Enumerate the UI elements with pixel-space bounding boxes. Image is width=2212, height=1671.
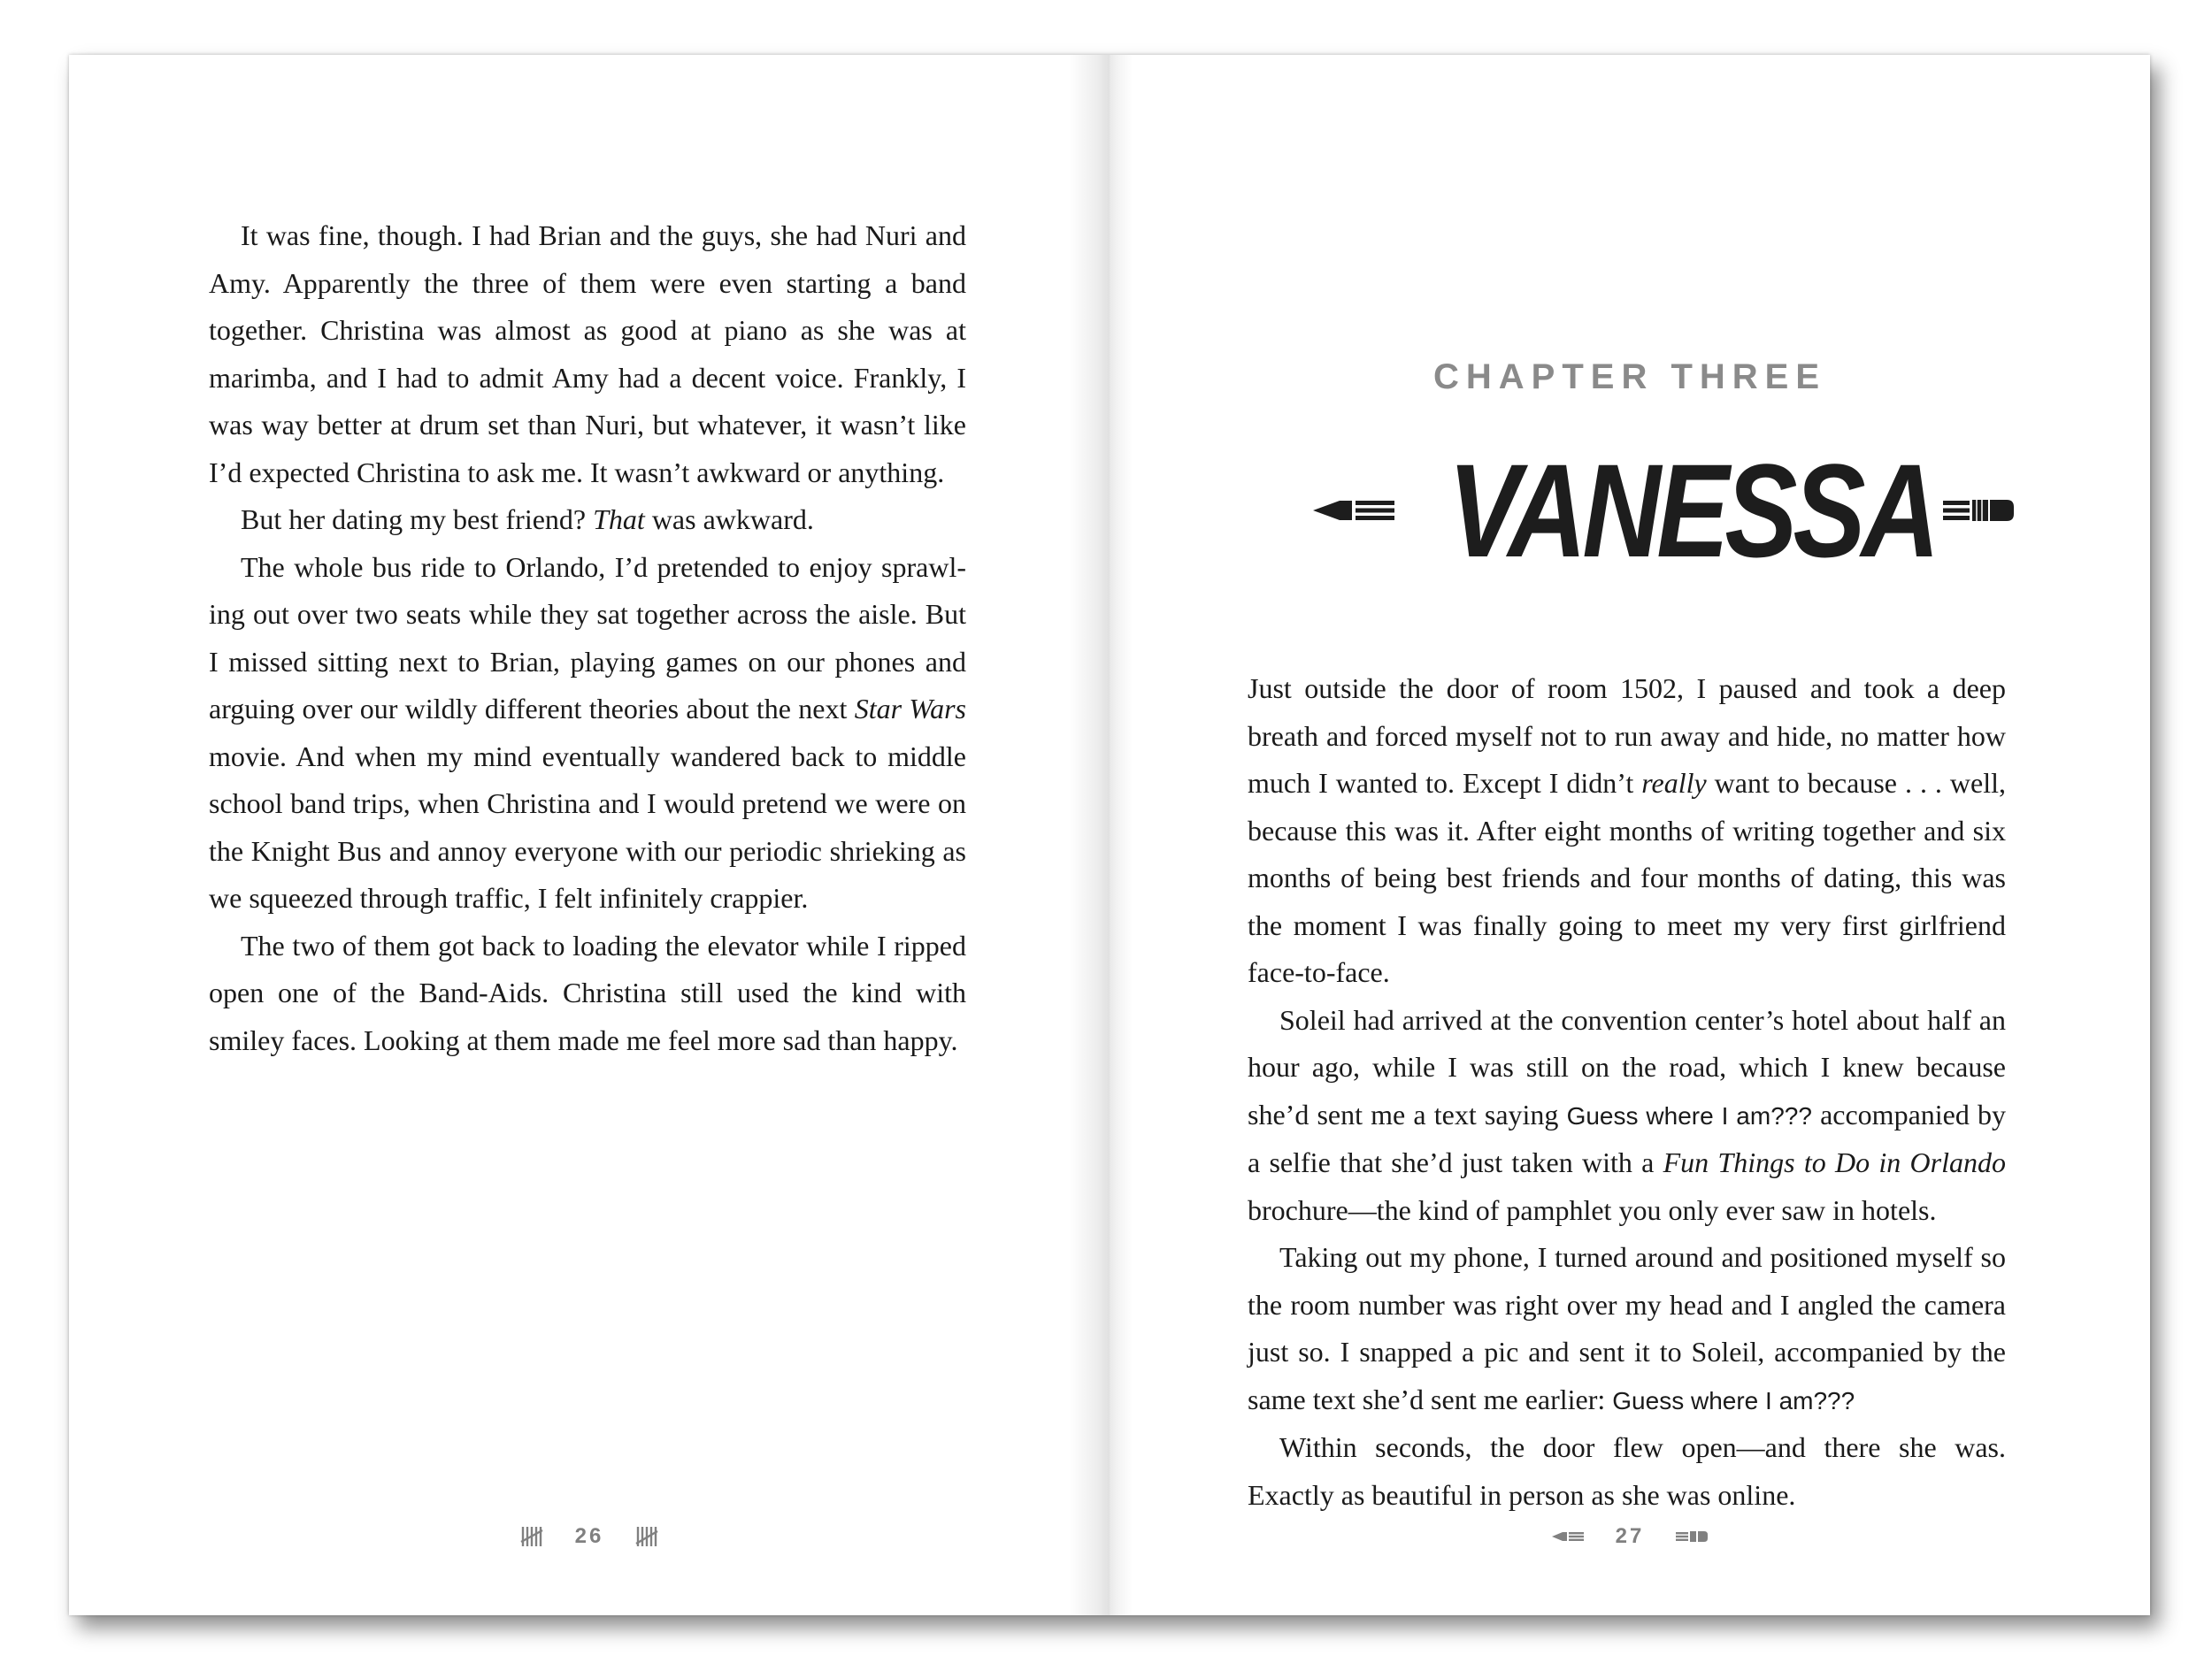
right-page-footer [1110, 1523, 2150, 1549]
chapter-title-text: VANESSA [1448, 436, 1936, 585]
text-run: Within seconds, the door flew open—and there she was. Exactly as beautiful in person as she was online. [1248, 1431, 2006, 1511]
left-page [69, 55, 1110, 1615]
text-run: accompanied by a selfie that she’d just taken with a [1248, 1098, 2007, 1178]
text-run: Soleil had arrived at the convention center’s hotel about half an hour ago, while I was still on the road, which I knew because she’d sent me a text saying [1248, 1003, 2006, 1131]
text-run: It was fine, though. I had Brian and the guys, she had Nuri and Amy. Apparently the three of them were even starting a band together. Christina was almost as good at piano as she was at marimba, and I had to admit Amy had a decent voice. Frankly, I was way better at drum set than Nuri, but whatever, it wasn’t like I’d expected Christina to ask me. It wasn’t awkward or anything. [209, 219, 966, 488]
left-page-body [209, 212, 966, 1064]
italic-text: That [593, 503, 645, 535]
text-run: Just outside the door of room 1502, I paused and took a deep breath and forced myself not to run away and hide, no matter how much I wanted to. Except I didn’t [1248, 672, 2006, 799]
paragraph [209, 923, 966, 1065]
chapter-label: CHAPTER THREE [1432, 357, 1827, 396]
text-run: The two of them got back to loading the elevator while I ripped open one of the Band-Aids. Christina still used the kind with smiley faces. Looking at them made me feel more sad than happy. [209, 929, 966, 1056]
paragraph [1248, 997, 2006, 1235]
text-run: Taking out my phone, I turned around and positioned myself so the room number was right over my head and I angled the camera just so. I snapped a pic and sent it to Soleil, accompanied by the same text she’d sent me earlier: [1248, 1241, 2006, 1415]
gutter-shadow [1069, 55, 1110, 1615]
paragraph [1248, 1424, 2006, 1519]
right-page-body [1248, 665, 2006, 1519]
text-message: Guess where I am??? [1612, 1386, 1855, 1414]
text-run: was awkward. [644, 503, 814, 535]
pencil-tip-icon [1552, 1530, 1584, 1543]
italic-text: Fun Things to Do in Orlando [1663, 1146, 2007, 1178]
text-run: movie. And when my mind eventually wandered back to middle school band trips, when Christina and I would pretend we were on the Knight Bus and annoy everyone with our periodic shrieking as we squeezed through traffic, I felt infinitely crappier. [209, 740, 966, 914]
left-page-footer [69, 1523, 1110, 1549]
page-number: 26 [574, 1523, 604, 1548]
text-run: But her dating my best friend? [241, 503, 594, 535]
text-message: Guess where I am??? [1566, 1101, 1812, 1130]
pencil-eraser-icon [1943, 497, 2014, 524]
paragraph [1248, 665, 2006, 997]
italic-text: really [1641, 767, 1707, 799]
text-run: The whole bus ride to Orlando, I’d pretended to enjoy sprawling out over two seats while they sat together across the aisle. But I missed sitting next to Brian, playing games on our phones and arguing over our wildly different theories about the next [209, 550, 966, 724]
paragraph [209, 544, 966, 923]
page-number: 27 [1615, 1523, 1645, 1548]
pencil-eraser-icon [1676, 1530, 1708, 1543]
text-run: want to because . . . well, because this was it. After eight months of writing together and six months of being best friends and four months of dating, this was the moment I was finally going to meet my very first girlfriend face-to-face. [1248, 767, 2006, 988]
text-run: brochure—the kind of pamphlet you only ever saw in hotels. [1248, 1193, 1937, 1226]
right-page [1110, 55, 2150, 1615]
paragraph [209, 496, 966, 544]
tally-marks-icon [520, 1524, 543, 1549]
gutter-shadow [1110, 55, 1133, 1615]
chapter-title [1373, 435, 2010, 586]
tally-marks-icon [635, 1524, 658, 1549]
book-spread [69, 55, 2150, 1615]
paragraph [209, 212, 966, 496]
italic-text: Star Wars [854, 693, 967, 724]
paragraph [1248, 1234, 2006, 1424]
